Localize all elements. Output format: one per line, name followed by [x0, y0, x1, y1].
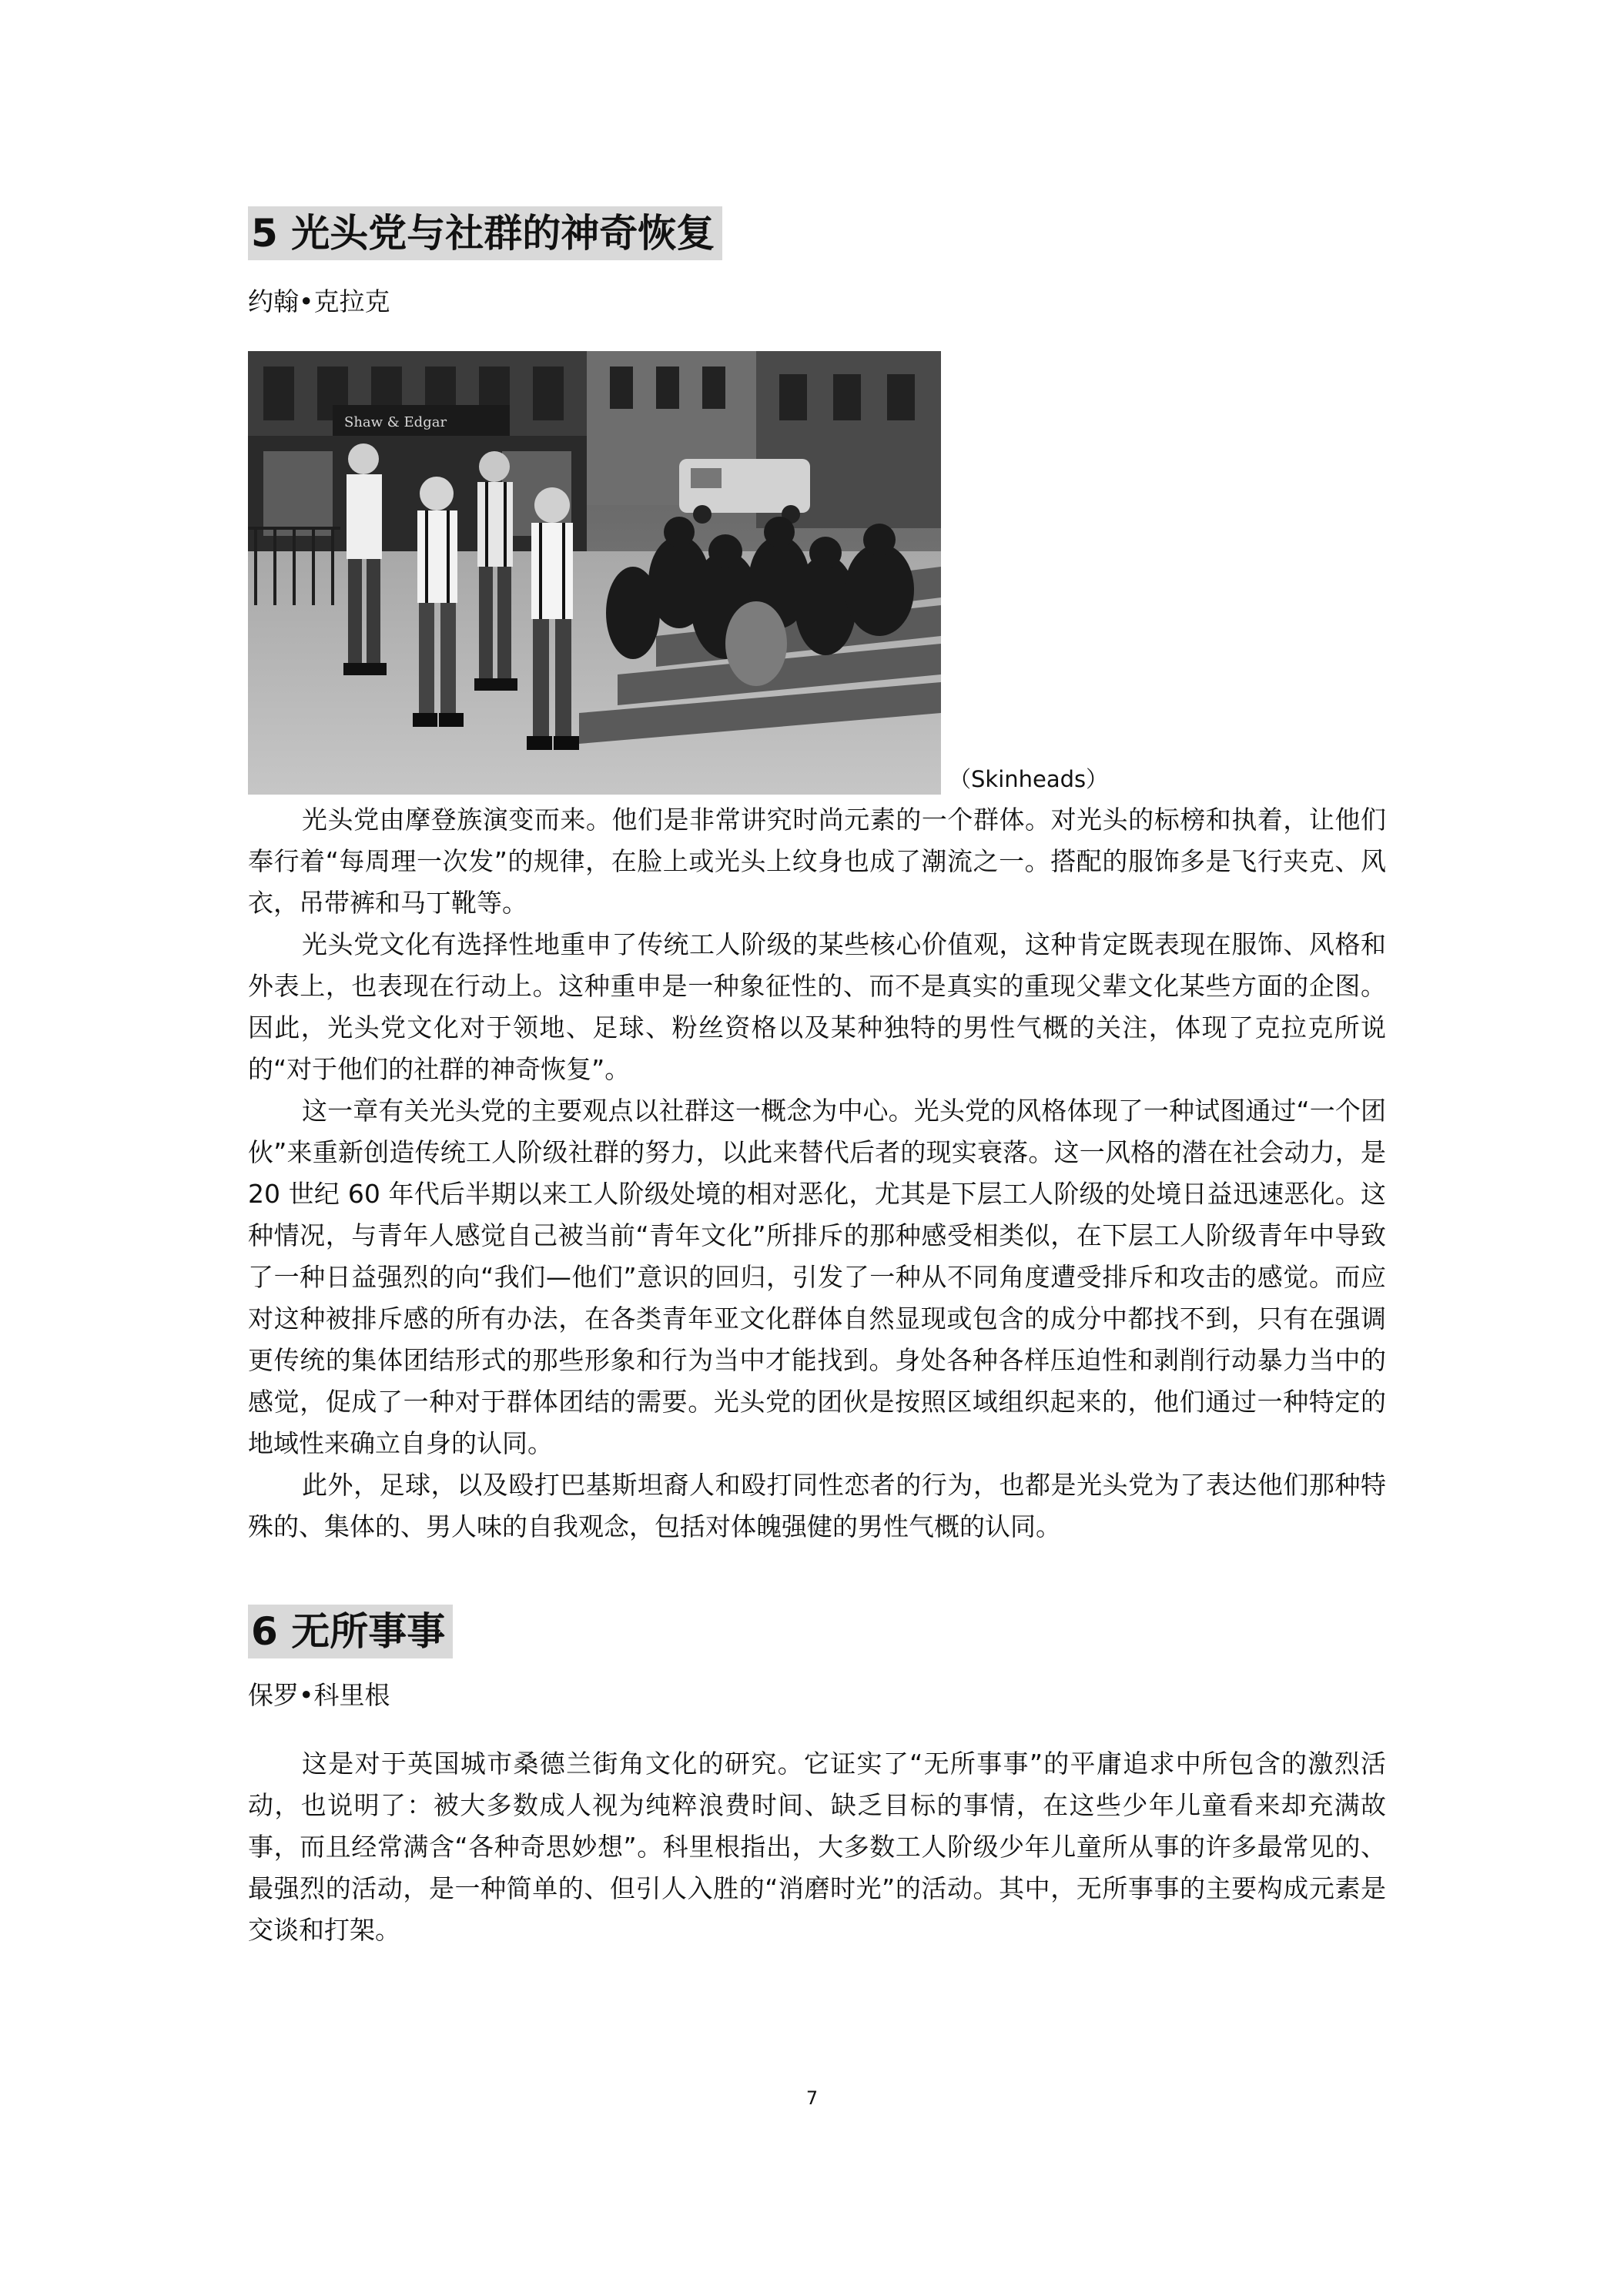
- section-6-paragraph-1: 这是对于英国城市桑德兰街角文化的研究。它证实了“无所事事”的平庸追求中所包含的激烈活动，也说明了：被大多数成人视为纯粹浪费时间、缺乏目标的事情，在这些少年儿童看来却充满故事，而且经常满含“各种奇思妙想”。科里根指出，大多数工人阶级少年儿童所从事的许多最常见的、最强烈的活动，是一种简单的、但引人入胜的“消磨时光”的活动。其中，无所事事的主要构成元素是交谈和打架。: [248, 1749, 1386, 1945]
- section-5: [248, 206, 1386, 1548]
- figure-row: [248, 351, 1386, 795]
- section-5-paragraph-2: 光头党文化有选择性地重申了传统工人阶级的某些核心价值观，这种肯定既表现在服饰、风格和外表上，也表现在行动上。这种重申是一种象征性的、而不是真实的重现父辈文化某些方面的企图。因此，光头党文化对于领地、足球、粉丝资格以及某种独特的男性气概的关注，体现了克拉克所说的“对于他们的社群的神奇恢复”。: [248, 929, 1386, 1084]
- section-5-paragraph-1: 光头党由摩登族演变而来。他们是非常讲究时尚元素的一个群体。对光头的标榜和执着，让他们奉行着“每周理一次发”的规律，在脸上或光头上纹身也成了潮流之一。搭配的服饰多是飞行夹克、风衣，吊带裤和马丁靴等。: [248, 805, 1386, 918]
- page-content: [248, 206, 1386, 1951]
- section-5-title: 5 光头党与社群的神奇恢复: [248, 206, 722, 260]
- skinheads-photo: [248, 351, 941, 795]
- section-5-paragraph-4: 此外，足球，以及殴打巴基斯坦裔人和殴打同性恋者的行为，也都是光头党为了表达他们那种特殊的、集体的、男人味的自我观念，包括对体魄强健的男性气概的认同。: [248, 1470, 1386, 1541]
- section-6-title: 6 无所事事: [248, 1605, 453, 1658]
- page-number: 7: [805, 2087, 819, 2109]
- section-6-author: 保罗•科里根: [248, 1680, 390, 1710]
- section-5-author: 约翰•克拉克: [248, 286, 390, 316]
- photo-caption: （Skinheads）: [949, 766, 1109, 792]
- section-5-paragraph-3: 这一章有关光头党的主要观点以社群这一概念为中心。光头党的风格体现了一种试图通过“一个团伙”来重新创造传统工人阶级社群的努力，以此来替代后者的现实衰落。这一风格的潜在社会动力，是 20 世纪 60 年代后半期以来工人阶级处境的相对恶化，尤其是下层工人阶级的处境日益迅速恶化。这种情况，与青年人感觉自己被当前“青年文化”所排斥的那种感受相类似，在下层工人阶级青年中导致了一种日益强烈的向“我们—他们”意识的回归，引发了一种从不同角度遭受排斥和攻击的感觉。而应对这种被排斥感的所有办法，在各类青年亚文化群体自然显现或包含的成分中都找不到，只有在强调更传统的集体团结形式的那些形象和行为当中才能找到。身处各种各样压迫性和剥削行动暴力当中的感觉，促成了一种对于群体团结的需要。光头党的团伙是按照区域组织起来的，他们通过一种特定的地域性来确立自身的认同。: [248, 1096, 1386, 1458]
- shop-sign-text: Shaw & Edgar: [344, 414, 447, 430]
- section-6: [248, 1605, 1386, 1951]
- section-5-body: [248, 799, 1386, 1548]
